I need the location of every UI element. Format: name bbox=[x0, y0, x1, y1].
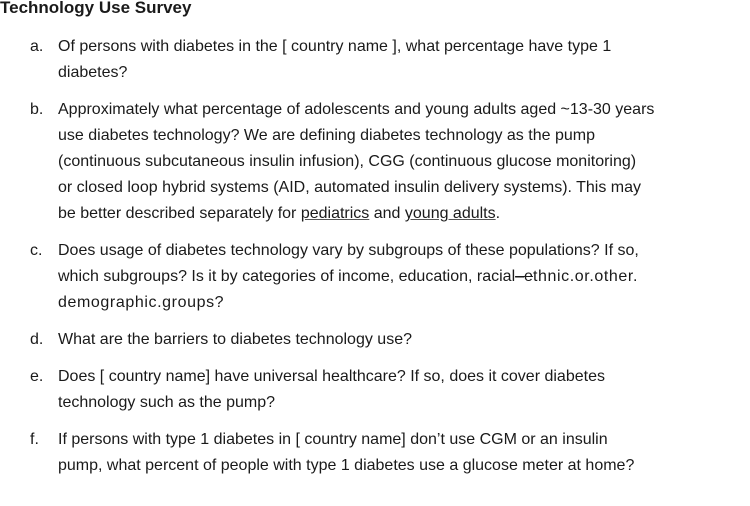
question-marker: f. bbox=[30, 431, 39, 448]
question-text-line: use diabetes technology? We are defining diabetes technology as the pump bbox=[58, 127, 595, 144]
question-text-line: technology such as the pump? bbox=[58, 394, 276, 411]
question-marker: c. bbox=[30, 242, 43, 259]
question-text-line: pump, what percent of people with type 1 diabetes use a glucose meter at home? bbox=[58, 457, 635, 474]
question-e bbox=[0, 364, 750, 416]
question-text-line: If persons with type 1 diabetes in [ country name] don’t use CGM or an insulin bbox=[58, 431, 608, 448]
question-a bbox=[0, 34, 750, 86]
survey-title: Technology Use Survey bbox=[0, 0, 192, 17]
question-d bbox=[0, 327, 750, 353]
question-marker: b. bbox=[30, 101, 44, 118]
question-text-line: diabetes? bbox=[58, 64, 128, 81]
question-list bbox=[0, 34, 750, 490]
text-segment: and bbox=[369, 205, 405, 222]
question-b bbox=[0, 97, 750, 227]
question-text-line: or closed loop hybrid systems (AID, automated insulin delivery systems). This may bbox=[58, 179, 642, 196]
young-adults-link[interactable]: young adults bbox=[404, 205, 496, 222]
pediatrics-link[interactable]: pediatrics bbox=[300, 205, 370, 222]
question-f bbox=[0, 427, 750, 479]
question-marker: d. bbox=[30, 331, 44, 348]
struck-text: –e bbox=[515, 268, 533, 285]
question-text-line: Approximately what percentage of adolescents and young adults aged ~13-30 years bbox=[58, 101, 655, 118]
question-marker: a. bbox=[30, 38, 44, 55]
text-segment: which subgroups? Is it by categories of income, education, racial bbox=[58, 268, 516, 285]
text-segment: . bbox=[495, 205, 501, 222]
question-text-line: Does [ country name] have universal healthcare? If so, does it cover diabetes bbox=[58, 368, 605, 385]
question-text-line bbox=[58, 264, 750, 290]
question-text-line: Does usage of diabetes technology vary by subgroups of these populations? If so, bbox=[58, 242, 639, 259]
text-segment: thnic.or.other. bbox=[532, 268, 638, 285]
question-text-line: Of persons with diabetes in the [ country name ], what percentage have type 1 bbox=[58, 38, 612, 55]
question-text-line: demographic.groups? bbox=[58, 294, 225, 311]
question-c bbox=[0, 238, 750, 316]
text-segment: be better described separately for bbox=[58, 205, 301, 222]
question-text-line: (continuous subcutaneous insulin infusion), CGG (continuous glucose monitoring) bbox=[58, 153, 637, 170]
question-text-line bbox=[58, 201, 750, 227]
question-marker: e. bbox=[30, 368, 44, 385]
question-text-line: What are the barriers to diabetes technology use? bbox=[58, 331, 412, 348]
